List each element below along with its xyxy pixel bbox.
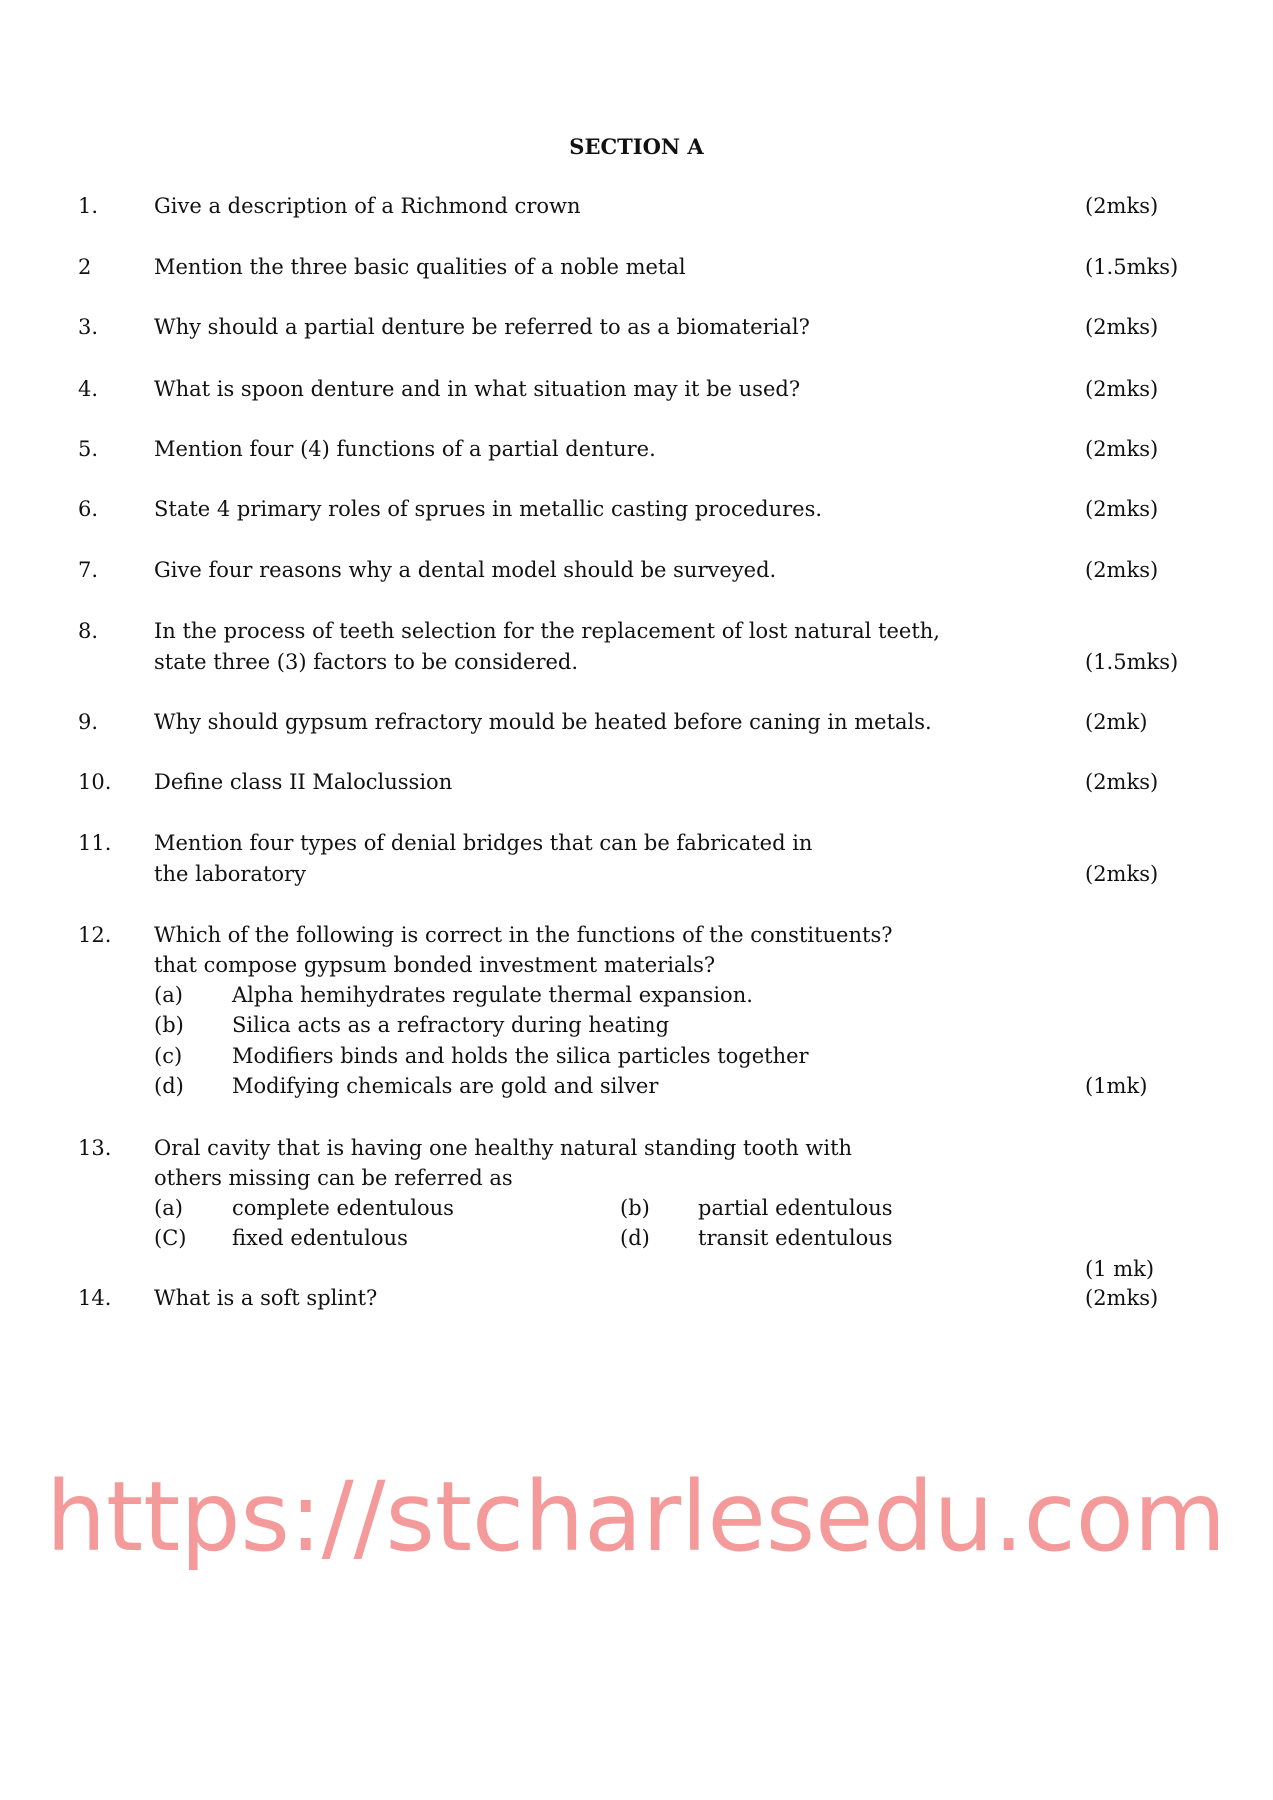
question-marks: (2mks) bbox=[1085, 377, 1159, 401]
question-marks: (2mks) bbox=[1085, 497, 1159, 521]
question-text: State 4 primary roles of sprues in metallic casting procedures. bbox=[154, 497, 823, 521]
question-text: In the process of teeth selection for the replacement of lost natural teeth, bbox=[154, 619, 940, 643]
question-number: 13. bbox=[78, 1136, 112, 1160]
question-text: Which of the following is correct in the functions of the constituents? bbox=[154, 923, 893, 947]
option-label: (d) bbox=[154, 1074, 184, 1098]
question-marks: (1.5mks) bbox=[1085, 255, 1179, 279]
question-text: state three (3) factors to be considered. bbox=[154, 650, 579, 674]
question-marks: (2mks) bbox=[1085, 770, 1159, 794]
question-number: 8. bbox=[78, 619, 99, 643]
option-label: (C) bbox=[154, 1226, 187, 1250]
question-marks: (2mks) bbox=[1085, 437, 1159, 461]
question-marks: (2mks) bbox=[1085, 862, 1159, 886]
question-marks: (1 mk) bbox=[1085, 1257, 1155, 1281]
question-text: Give a description of a Richmond crown bbox=[154, 194, 581, 218]
option-label: (b) bbox=[620, 1196, 650, 1220]
option-text: partial edentulous bbox=[698, 1196, 893, 1220]
question-marks: (1mk) bbox=[1085, 1074, 1148, 1098]
question-marks: (2mks) bbox=[1085, 558, 1159, 582]
option-label: (d) bbox=[620, 1226, 650, 1250]
option-label: (b) bbox=[154, 1013, 184, 1037]
question-number: 2 bbox=[78, 255, 92, 279]
option-text: Silica acts as a refractory during heating bbox=[232, 1013, 670, 1037]
question-marks: (1.5mks) bbox=[1085, 650, 1179, 674]
watermark bbox=[0, 1380, 1273, 1680]
question-text: the laboratory bbox=[154, 862, 306, 886]
question-text: Give four reasons why a dental model should be surveyed. bbox=[154, 558, 777, 582]
question-text: Mention the three basic qualities of a noble metal bbox=[154, 255, 686, 279]
question-text: Why should a partial denture be referred to as a biomaterial? bbox=[154, 315, 810, 339]
question-number: 3. bbox=[78, 315, 99, 339]
question-number: 4. bbox=[78, 377, 99, 401]
question-marks: (2mk) bbox=[1085, 710, 1148, 734]
watermark-text: https://stcharlesedu.com bbox=[46, 1461, 1226, 1573]
question-number: 14. bbox=[78, 1286, 112, 1310]
question-number: 1. bbox=[78, 194, 99, 218]
option-label: (c) bbox=[154, 1044, 183, 1068]
section-title: SECTION A bbox=[569, 134, 704, 159]
question-text: Define class II Maloclussion bbox=[154, 770, 453, 794]
question-text: Oral cavity that is having one healthy natural standing tooth with bbox=[154, 1136, 853, 1160]
question-text: others missing can be referred as bbox=[154, 1166, 513, 1190]
option-text: Modifiers binds and holds the silica particles together bbox=[232, 1044, 809, 1068]
option-label: (a) bbox=[154, 983, 183, 1007]
option-text: Alpha hemihydrates regulate thermal expansion. bbox=[232, 983, 753, 1007]
question-text: Why should gypsum refractory mould be heated before caning in metals. bbox=[154, 710, 932, 734]
question-text: that compose gypsum bonded investment materials? bbox=[154, 953, 716, 977]
question-number: 10. bbox=[78, 770, 112, 794]
option-text: complete edentulous bbox=[232, 1196, 454, 1220]
question-text: Mention four (4) functions of a partial denture. bbox=[154, 437, 656, 461]
question-number: 9. bbox=[78, 710, 99, 734]
question-text: What is a soft splint? bbox=[154, 1286, 378, 1310]
question-number: 7. bbox=[78, 558, 99, 582]
option-text: transit edentulous bbox=[698, 1226, 893, 1250]
question-text: What is spoon denture and in what situation may it be used? bbox=[154, 377, 801, 401]
question-number: 12. bbox=[78, 923, 112, 947]
option-text: Modifying chemicals are gold and silver bbox=[232, 1074, 659, 1098]
option-text: fixed edentulous bbox=[232, 1226, 408, 1250]
question-number: 11. bbox=[78, 831, 112, 855]
option-label: (a) bbox=[154, 1196, 183, 1220]
question-text: Mention four types of denial bridges that can be fabricated in bbox=[154, 831, 813, 855]
question-number: 5. bbox=[78, 437, 99, 461]
question-marks: (2mks) bbox=[1085, 194, 1159, 218]
question-number: 6. bbox=[78, 497, 99, 521]
question-marks: (2mks) bbox=[1085, 315, 1159, 339]
question-marks: (2mks) bbox=[1085, 1286, 1159, 1310]
